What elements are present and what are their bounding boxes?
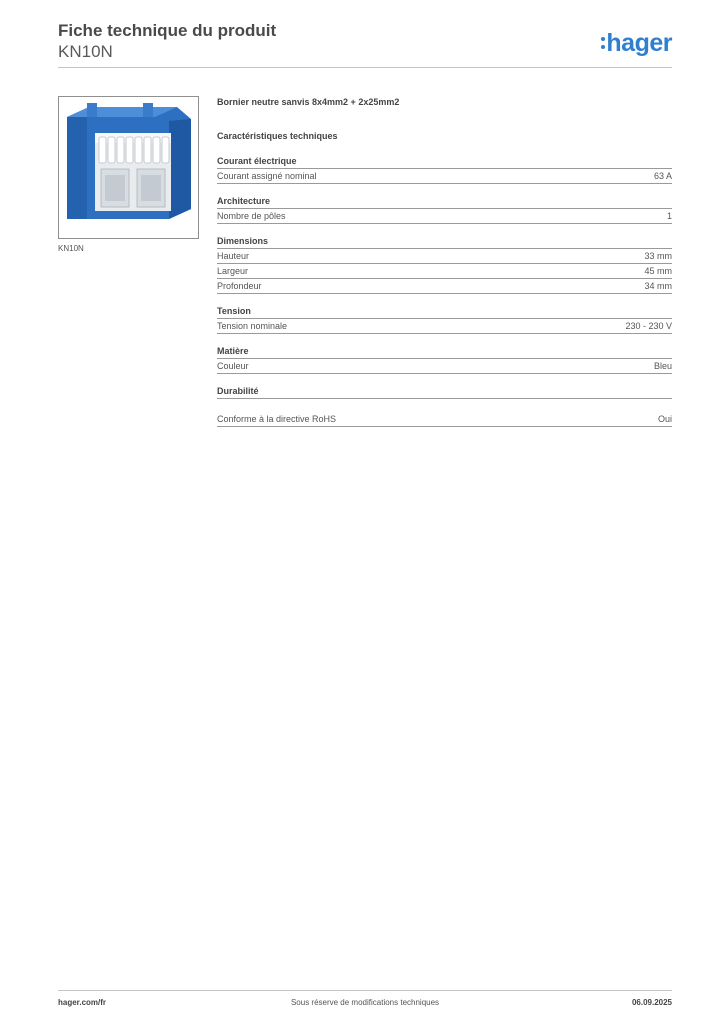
spec-row <box>217 169 672 184</box>
page-title: Fiche technique du produit <box>58 21 277 40</box>
section-title: Matière <box>217 344 672 359</box>
hager-logo <box>601 27 672 59</box>
spec-label: Courant assigné nominal <box>217 171 317 181</box>
spec-label: Hauteur <box>217 251 250 261</box>
product-name: Bornier neutre sanvis 8x4mm2 + 2x25mm2 <box>217 97 400 107</box>
characteristics-title: Caractéristiques techniques <box>217 131 338 141</box>
spec-value: Bleu <box>653 361 672 371</box>
spec-row <box>217 319 672 334</box>
section-title: Tension <box>217 304 672 319</box>
spec-value: 45 mm <box>644 266 672 276</box>
logo-dots-icon <box>601 37 605 49</box>
footer-website-link[interactable]: hager.com/fr <box>58 998 107 1007</box>
spec-row <box>217 359 672 374</box>
spec-value: 33 mm <box>644 251 672 261</box>
spec-label: Couleur <box>217 361 249 371</box>
spec-label: Nombre de pôles <box>217 211 286 221</box>
spec-value: Oui <box>657 414 672 424</box>
spec-value: 34 mm <box>644 281 672 291</box>
product-image <box>58 96 199 239</box>
spec-value: 1 <box>666 211 672 221</box>
specifications-panel <box>217 96 672 427</box>
spec-label: Tension nominale <box>217 321 288 331</box>
document-header <box>58 20 672 62</box>
header-divider <box>58 67 672 68</box>
spec-row <box>217 279 672 294</box>
section-title: Durabilité <box>217 384 672 399</box>
spec-row <box>217 209 672 224</box>
spec-row <box>217 249 672 264</box>
spec-value: 63 A <box>653 171 672 181</box>
section-title: Courant électrique <box>217 154 672 169</box>
footer-divider <box>58 990 672 991</box>
section-title: Architecture <box>217 194 672 209</box>
section-title: Dimensions <box>217 234 672 249</box>
footer-date: 06.09.2025 <box>631 998 672 1007</box>
spec-label: Largeur <box>217 266 249 276</box>
spec-label: Conforme à la directive RoHS <box>217 414 337 424</box>
image-caption: KN10N <box>58 244 84 253</box>
product-reference: KN10N <box>58 42 113 61</box>
footer-disclaimer: Sous réserve de modifications techniques <box>290 998 440 1007</box>
logo-text: hager <box>606 28 672 57</box>
terminal-block-illustration <box>59 97 198 238</box>
spec-value: 230 - 230 V <box>625 321 672 331</box>
spec-label: Profondeur <box>217 281 262 291</box>
spec-row <box>217 412 672 427</box>
spec-row <box>217 264 672 279</box>
